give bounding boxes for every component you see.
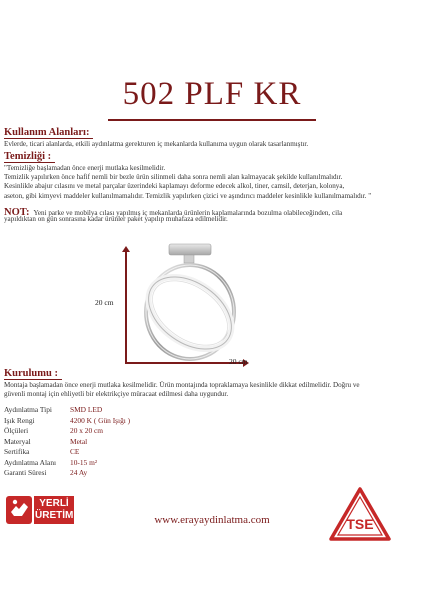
spec-label: Işık Rengi (4, 415, 35, 425)
width-label: 20 cm (229, 357, 248, 366)
spec-value: 10-15 m² (70, 457, 98, 467)
height-label: 20 cm (95, 298, 114, 307)
spec-label: Materyal (4, 436, 31, 446)
spec-value: Metal (70, 436, 88, 446)
spec-value: CE (70, 447, 80, 456)
note-line-1: Yeni parke ve mobilya cılası yapılmış iç mekanlarda ürünlerin kaplamalarında bozulma olabileceğinden, cila (33, 209, 343, 217)
usage-heading: Kullanım Alanları: (4, 127, 93, 139)
cleaning-line: aseton, gibi kimyevi maddeler kullanılmamalıdır. Temizlik yapılırken çizici ve aşındırıcı maddeler kesinlikle kullanılmamalıdır. " (4, 191, 372, 200)
cleaning-text (4, 164, 424, 201)
tse-logo (328, 486, 392, 542)
title-underline (108, 119, 316, 121)
cleaning-line: Kesinlikle abajur cılasını ve metal parçalar üzerindeki kaplamayı deforme edecek alkol, tiner, camsil, deterjan, kolonya, (4, 182, 345, 191)
note-line-2: yapıldıktan on gün sonrasına kadar ürünler paket yapılıp muhafaza edilmelidir. (4, 215, 228, 223)
installation-line: Montaja başlamadan önce enerji mutlaka kesilmelidir. Ürün montajında topraklamaya kesinlikle dikkat edilmelidir. Doğru ve (4, 381, 360, 389)
spec-table (0, 405, 220, 485)
ring-lamp-image (138, 240, 278, 370)
spec-value: SMD LED (70, 405, 103, 414)
spec-label: Ölçüleri (4, 426, 29, 435)
height-dimension-line (125, 249, 127, 363)
spec-label: Aydınlatma Tipi (4, 405, 52, 414)
installation-heading: Kurulumu : (4, 368, 62, 380)
cleaning-line: "Temizliğe başlamadan önce enerji mutlaka kesilmelidir. (4, 164, 166, 172)
spec-label: Aydınlatma Alanı (4, 457, 57, 467)
note-heading: NOT: (4, 207, 30, 218)
badge-line-1: YERLİ (39, 498, 69, 509)
cleaning-line: Temizlik yapılırken önce hafif nemli bir bezle ürün silinmeli daha sonra nemli alan kalmayacak şekilde kullanılmalıdır. (4, 173, 343, 182)
arrow-up-icon (122, 246, 130, 252)
product-title: 502 PLF KR (122, 76, 302, 112)
cleaning-heading: Temizliği : (4, 151, 55, 163)
website-url[interactable]: www.erayaydinlatma.com (154, 514, 270, 526)
badge-line-2: ÜRETİM (35, 510, 74, 521)
spec-label: Sertifika (4, 447, 30, 456)
spec-value: 4200 K ( Gün Işığı ) (70, 415, 131, 425)
usage-text: Evlerde, ticari alanlarda, etkili aydınlatma gerekturen iç mekanlarda kullanıma uygun olarak tasarlanmıştır. (4, 140, 309, 148)
spec-value: 20 x 20 cm (70, 426, 104, 435)
spec-value: 24 Ay (70, 468, 88, 477)
installation-text (4, 381, 424, 399)
tse-text: TSE (346, 516, 374, 532)
spec-label: Garanti Süresi (4, 468, 47, 477)
installation-line: güvenli montaj için ehliyetli bir elektrikçiye müracaat edilmesi daha uygundur. (4, 390, 229, 399)
